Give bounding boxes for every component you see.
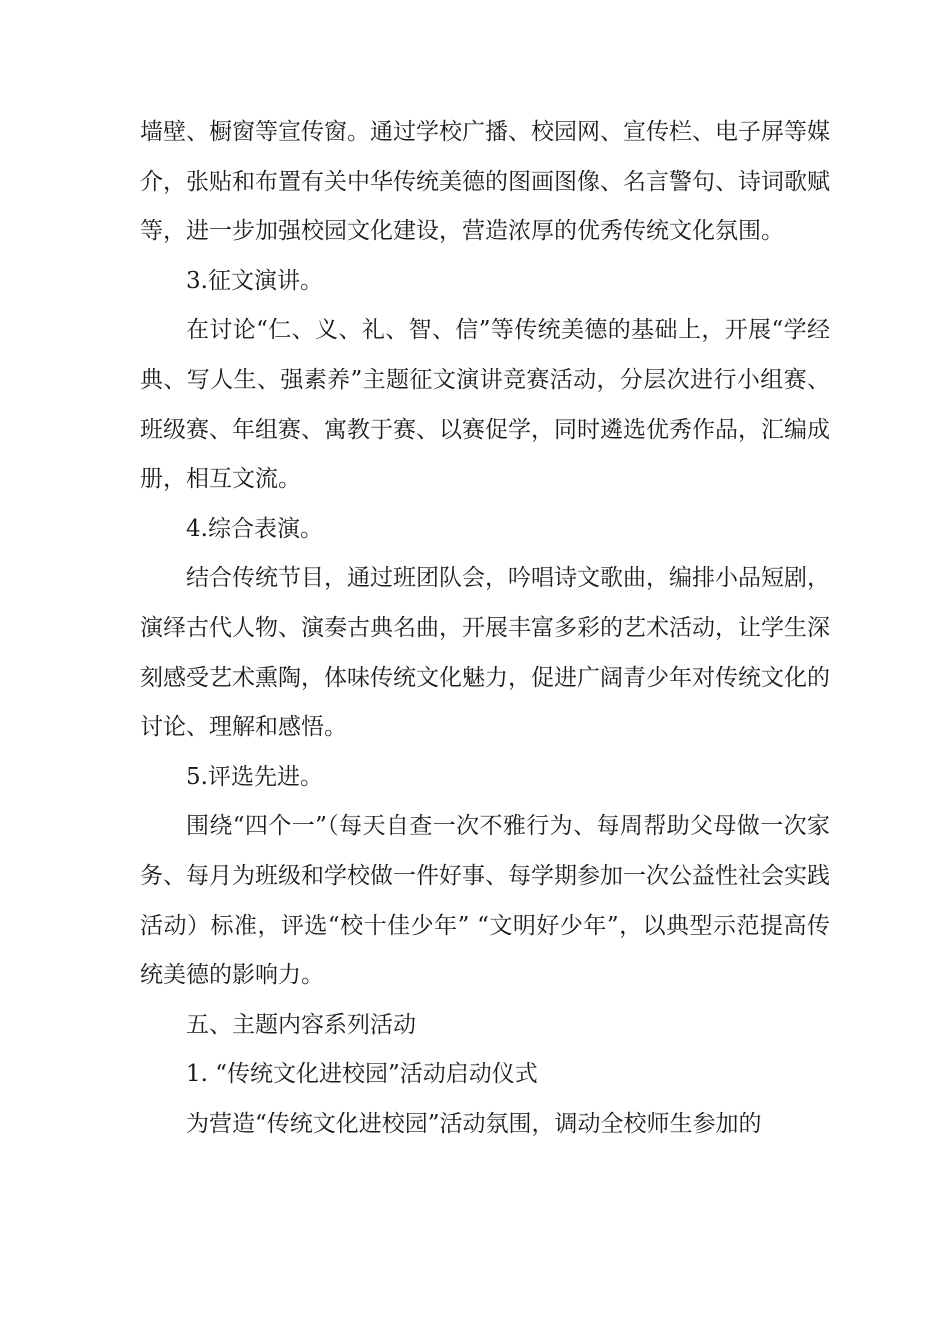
section-heading-selection: 5.评选先进。 [186, 763, 323, 790]
paragraph-essay-speech: 在讨论“仁、义、礼、智、信”等传统美德的基础上，开展“学经典、写人生、强素养”主题征文演讲竞赛活动，分层次进行小组赛、班级赛、年组赛、寓教于赛、以赛促学，同时遴选优秀作品，汇编成册，相互文流。 [140, 317, 830, 493]
paragraph-selection: 围绕“四个一”（每天自查一次不雅行为、每周帮助父母做一次家务、每月为班级和学校做一件好事、每学期参加一次公益性社会实践活动）标准，评选“校十佳少年” “文明好少年”，以典型示范提高传统美德的影响力。 [140, 813, 830, 989]
paragraph-launch-ceremony: 为营造“传统文化进校园”活动氛围，调动全校师生参加的 [186, 1110, 762, 1137]
subsection-heading-launch-ceremony: 1. “传统文化进校园”活动启动仪式 [186, 1061, 538, 1088]
paragraph-performance: 结合传统节目，通过班团队会，吟唱诗文歌曲，编排小品短剧，演绎古代人物、演奏古典名曲，开展丰富多彩的艺术活动，让学生深刻感受艺术熏陶，体味传统文化魅力，促进广阔青少年对传统文化的讨论、理解和感悟。 [140, 565, 830, 741]
section-heading-performance: 4.综合表演。 [186, 515, 323, 542]
section-heading-series-activities: 五、主题内容系列活动 [186, 1011, 416, 1038]
document-page [140, 108, 830, 1149]
section-heading-essay-speech: 3.征文演讲。 [186, 267, 323, 294]
paragraph-continued: 墙壁、橱窗等宣传窗。通过学校广播、校园网、宣传栏、电子屏等媒介，张贴和布置有关中华传统美德的图画图像、名言警句、诗词歌赋等，进一步加强校园文化建设，营造浓厚的优秀传统文化氛围。 [140, 119, 830, 245]
